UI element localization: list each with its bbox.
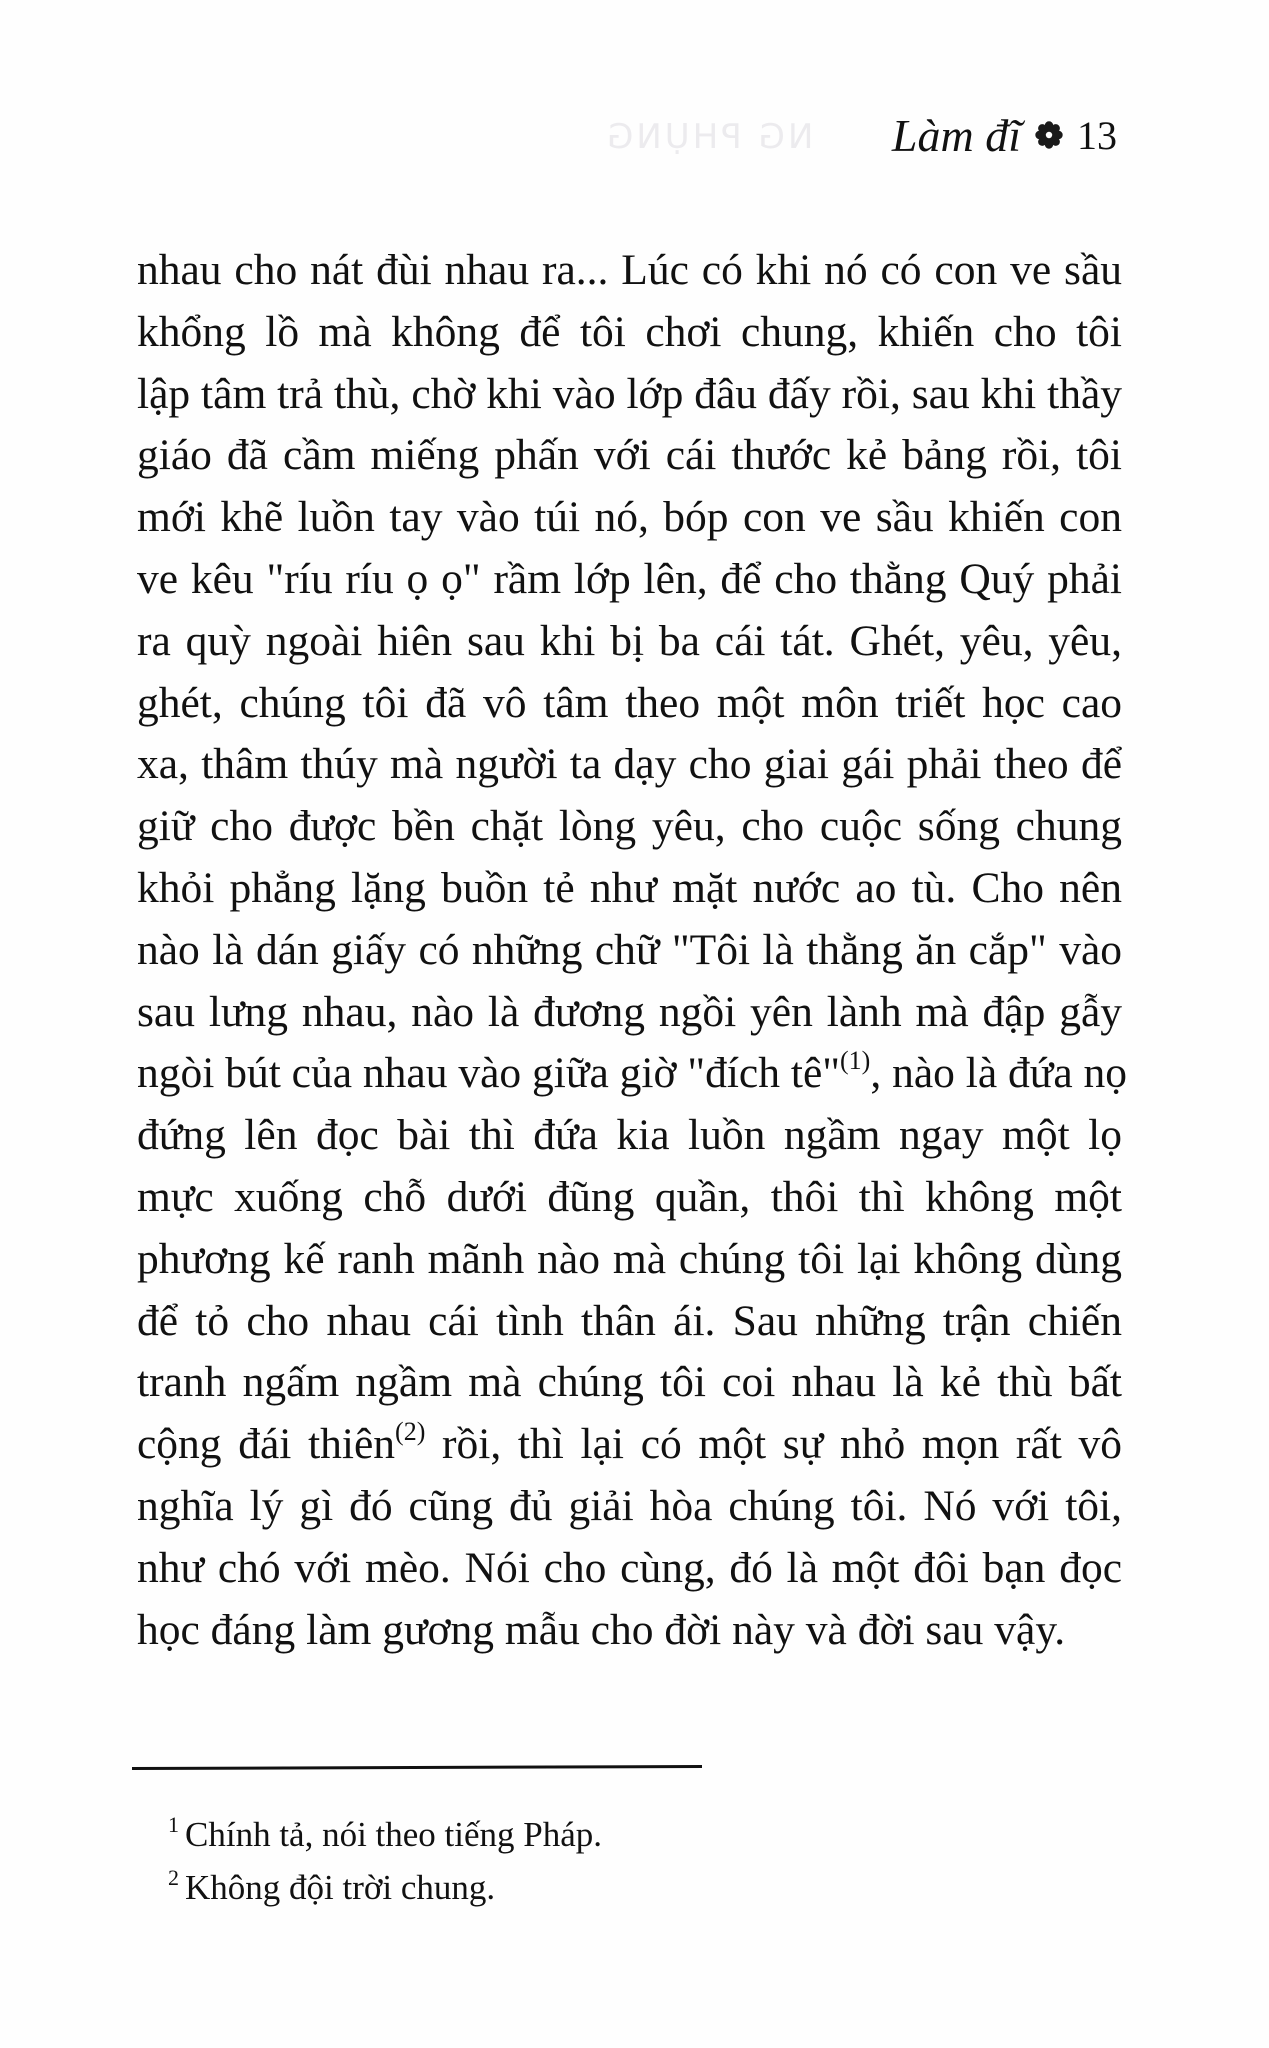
text-line: giữ cho được bền chặt lòng yêu, cho cuộc sống chung — [137, 802, 1122, 851]
text-line: ve kêu "ríu ríu ọ ọ" rầm lớp lên, để cho thằng Quý phải — [137, 554, 1122, 603]
footnote-ref-2[interactable]: (2) — [395, 1417, 426, 1447]
text-line: sau lưng nhau, nào là đương ngồi yên lành mà đập gẫy — [137, 987, 1122, 1036]
footnotes — [168, 1808, 1068, 1914]
text-line: mực xuống chỗ dưới đũng quần, thôi thì không một — [137, 1172, 1122, 1221]
text-line-with-footnote-ref — [137, 1414, 1122, 1476]
text-line: khổng lồ mà không để tôi chơi chung, khiến cho tôi — [137, 307, 1122, 356]
footnote-1 — [168, 1808, 1068, 1861]
footnote-divider — [132, 1765, 702, 1770]
text-line: để tỏ cho nhau cái tình thân ái. Sau những trận chiến — [137, 1296, 1122, 1345]
footnote-text: Không đội trời chung. — [185, 1868, 496, 1907]
text-line: ra quỳ ngoài hiên sau khi bị ba cái tát. Ghét, yêu, yêu, — [137, 616, 1122, 665]
chapter-title: Làm đĩ — [891, 109, 1021, 161]
text-segment: rồi, thì lại có một sự nhỏ mọn rất vô — [425, 1420, 1122, 1469]
text-line: lập tâm trả thù, chờ khi vào lớp đâu đấy rồi, sau khi thầy — [137, 369, 1122, 418]
footnote-text: Chính tả, nói theo tiếng Pháp. — [185, 1815, 603, 1854]
text-line: phương kế ranh mãnh nào mà chúng tôi lại không dùng — [137, 1234, 1122, 1283]
show-through-text: NG PHỤNG — [604, 117, 814, 157]
text-line: giáo đã cầm miếng phấn với cái thước kẻ bảng rồi, tôi — [137, 431, 1122, 480]
footnote-ref-1[interactable]: (1) — [840, 1046, 871, 1076]
page-number: 13 — [1077, 112, 1117, 158]
text-line-with-footnote-ref — [137, 1043, 1128, 1105]
running-head — [892, 100, 1117, 170]
text-line: khỏi phẳng lặng buồn tẻ như mặt nước ao tù. Cho nên — [137, 863, 1122, 912]
text-line: ghét, chúng tôi đã vô tâm theo một môn triết học cao — [137, 678, 1122, 727]
text-line: như chó với mèo. Nói cho cùng, đó là một đôi bạn đọc — [137, 1543, 1122, 1592]
footnote-marker: 2 — [168, 1865, 179, 1890]
footnote-marker: 1 — [168, 1812, 179, 1837]
text-segment: , nào là đứa nọ — [870, 1049, 1128, 1098]
text-line: đứng lên đọc bài thì đứa kia luồn ngầm ngay một lọ — [137, 1111, 1122, 1160]
text-line: tranh ngấm ngầm mà chúng tôi coi nhau là kẻ thù bất — [137, 1358, 1122, 1407]
text-line: mới khẽ luồn tay vào túi nó, bóp con ve sầu khiến con — [137, 493, 1122, 542]
text-segment: ngòi bút của nhau vào giữa giờ "đích tê" — [137, 1049, 841, 1098]
text-line: học đáng làm gương mẫu cho đời này và đời sau vậy. — [137, 1605, 1066, 1654]
text-line: nghĩa lý gì đó cũng đủ giải hòa chúng tôi. Nó với tôi, — [137, 1481, 1122, 1530]
text-line: nào là dán giấy có những chữ "Tôi là thằng ăn cắp" vào — [137, 925, 1122, 974]
text-line: nhau cho nát đùi nhau ra... Lúc có khi nó có con ve sầu — [137, 246, 1122, 294]
body-paragraph — [137, 240, 1128, 1661]
flower-ornament-icon — [1035, 121, 1063, 149]
footnote-2 — [168, 1861, 1068, 1914]
text-segment: cộng đái thiên — [137, 1420, 396, 1469]
text-line: xa, thâm thúy mà người ta dạy cho giai gái phải theo để — [137, 740, 1122, 789]
